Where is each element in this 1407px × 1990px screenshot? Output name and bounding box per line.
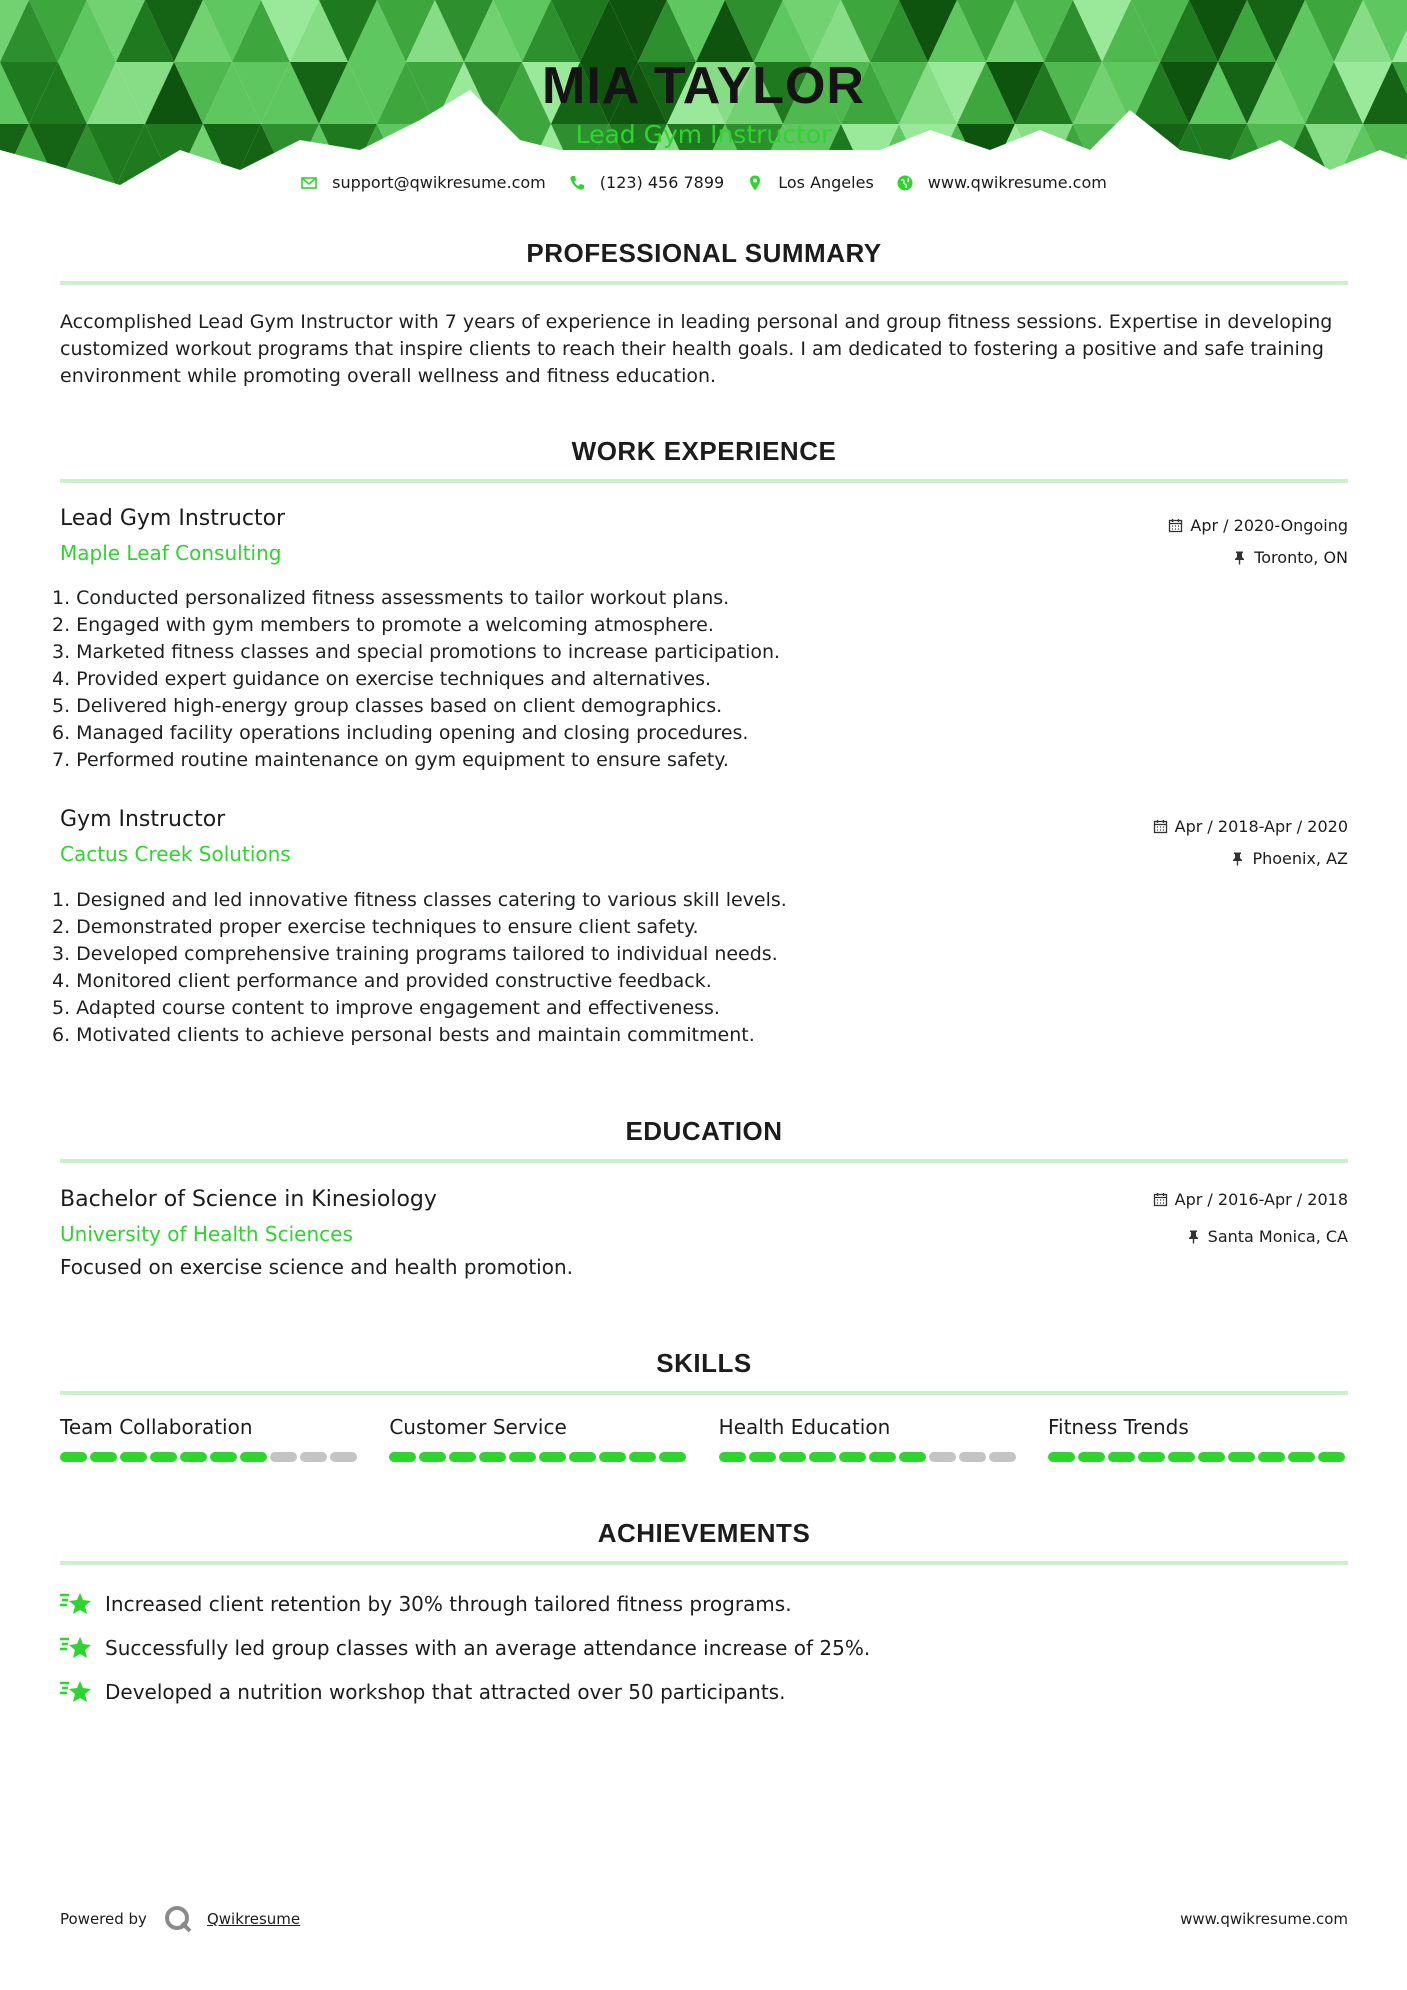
achievements-list [60,1582,1348,1714]
job-title: Gym Instructor [60,807,226,832]
education-dates-text: Apr / 2016-Apr / 2018 [1174,1190,1348,1209]
job-company: Cactus Creek Solutions [60,842,291,866]
skill-level-bar [389,1452,689,1462]
section-divider [60,281,1348,285]
skill-segment [210,1452,237,1462]
education-description: Focused on exercise science and health promotion. [60,1255,574,1279]
achievement-item [60,1670,1348,1714]
candidate-role: Lead Gym Instructor [575,120,832,149]
skill-segment [1288,1452,1315,1462]
job-entry [52,506,1348,771]
skill-segment [659,1452,686,1462]
skill-level-bar [1048,1452,1348,1462]
skill-segment [330,1452,357,1462]
shooting-star-icon [60,1678,92,1706]
skill-segment [1078,1452,1105,1462]
calendar-icon [1153,819,1168,834]
skill-segment [1318,1452,1345,1462]
skill-item [719,1415,1019,1462]
shooting-star-icon [60,1634,92,1662]
contact-location [746,173,874,192]
contact-website[interactable] [896,173,1107,192]
contact-phone-text: (123) 456 7899 [599,173,725,192]
job-location-text: Phoenix, AZ [1252,849,1348,868]
achievements-title: ACHIEVEMENTS [597,1518,811,1548]
achievement-text: Developed a nutrition workshop that attracted over 50 participants. [105,1680,786,1704]
skill-segment [419,1452,446,1462]
skill-segment [539,1452,566,1462]
skill-segment [60,1452,87,1462]
skill-segment [599,1452,626,1462]
skill-segment [150,1452,177,1462]
list-item: 5. Adapted course content to improve engagement and effectiveness. [52,997,720,1019]
section-divider [60,1159,1348,1163]
list-item: 2. Demonstrated proper exercise techniques to ensure client safety. [52,916,699,938]
contact-bar [0,173,1407,192]
skill-segment [1168,1452,1195,1462]
contact-email-text: support@qwikresume.com [332,173,546,192]
degree-title: Bachelor of Science in Kinesiology [60,1187,437,1212]
section-divider [60,1561,1348,1565]
achievement-text: Increased client retention by 30% through tailored fitness programs. [105,1592,792,1616]
job-company: Maple Leaf Consulting [60,541,282,565]
footer [60,1904,1348,1934]
list-item: 7. Performed routine maintenance on gym equipment to ensure safety. [52,749,729,771]
list-item: 1. Designed and led innovative fitness classes catering to various skill levels. [52,889,787,911]
experience-title: WORK EXPERIENCE [571,436,837,466]
skill-segment [180,1452,207,1462]
skill-segment [929,1452,956,1462]
achievements-section [60,1518,1348,1714]
education-section [60,1116,1348,1163]
skill-segment [899,1452,926,1462]
pushpin-icon [1232,550,1247,565]
summary-title: PROFESSIONAL SUMMARY [526,238,882,268]
list-item: 3. Developed comprehensive training programs tailored to individual needs. [52,943,778,965]
skill-segment [629,1452,656,1462]
skills-title: SKILLS [656,1348,752,1378]
education-location-text: Santa Monica, CA [1207,1227,1348,1246]
skill-segment [300,1452,327,1462]
achievement-item [60,1582,1348,1626]
job-location [1230,849,1348,868]
skill-segment [509,1452,536,1462]
qwikresume-link[interactable]: Qwikresume [206,1910,301,1928]
summary-text: Accomplished Lead Gym Instructor with 7 years of experience in leading personal and group fitness sessions. Expertise in developing customized workout programs that inspire clients to reach their health goals. I am dedicated to fostering a positive and safe training environment while promoting overall wellness and fitness education. [60,311,1333,387]
skill-segment [569,1452,596,1462]
list-item: 3. Marketed fitness classes and special promotions to increase participation. [52,641,781,663]
skill-segment [449,1452,476,1462]
job-bullets [52,585,780,774]
skill-item [60,1415,360,1462]
skill-segment [1138,1452,1165,1462]
list-item: 6. Motivated clients to achieve personal bests and maintain commitment. [52,1024,755,1046]
section-divider [60,1391,1348,1395]
skill-item [1048,1415,1348,1462]
skill-segment [719,1452,746,1462]
contact-website-text: www.qwikresume.com [927,173,1107,192]
job-dates [1168,516,1348,535]
skill-segment [270,1452,297,1462]
skill-segment [989,1452,1016,1462]
footer-website: www.qwikresume.com [1180,1910,1348,1928]
list-item: 6. Managed facility operations including opening and closing procedures. [52,722,749,744]
job-dates-text: Apr / 2020-Ongoing [1190,516,1348,535]
experience-section [60,436,1348,483]
skill-segment [240,1452,267,1462]
education-location [1186,1227,1348,1246]
list-item: 5. Delivered high-energy group classes based on client demographics. [52,695,723,717]
skill-item [389,1415,689,1462]
list-item: 4. Provided expert guidance on exercise techniques and alternatives. [52,668,712,690]
education-entry [60,1187,1348,1281]
skill-segment [1048,1452,1075,1462]
skill-segment [1198,1452,1225,1462]
skills-list [60,1415,1348,1462]
skill-segment [1258,1452,1285,1462]
phone-icon [568,174,586,192]
list-item: 2. Engaged with gym members to promote a welcoming atmosphere. [52,614,714,636]
skill-name: Customer Service [389,1415,567,1439]
education-title: EDUCATION [625,1116,783,1146]
skill-segment [1228,1452,1255,1462]
calendar-icon [1153,1192,1168,1207]
summary-section [60,238,1348,390]
skill-name: Fitness Trends [1047,1415,1189,1439]
skill-level-bar [60,1452,360,1462]
candidate-name: MIA TAYLOR [542,57,865,115]
skill-segment [809,1452,836,1462]
pushpin-icon [1186,1229,1201,1244]
skill-segment [1108,1452,1135,1462]
list-item: 1. Conducted personalized fitness assessments to tailor workout plans. [52,587,730,609]
skill-name: Health Education [718,1415,891,1439]
job-location-text: Toronto, ON [1254,548,1348,567]
achievement-text: Successfully led group classes with an average attendance increase of 25%. [105,1636,871,1660]
globe-icon [896,174,914,192]
powered-by-label: Powered by [60,1910,147,1928]
pushpin-icon [1230,851,1245,866]
skill-segment [779,1452,806,1462]
education-dates [1153,1190,1348,1209]
job-title: Lead Gym Instructor [60,506,286,531]
skill-segment [869,1452,896,1462]
skill-segment [479,1452,506,1462]
skill-segment [749,1452,776,1462]
calendar-icon [1168,518,1183,533]
skill-segment [120,1452,147,1462]
achievement-item [60,1626,1348,1670]
map-pin-icon [746,174,764,192]
contact-phone[interactable] [568,173,724,192]
skills-section [60,1348,1348,1462]
job-entry [52,807,1348,1046]
section-divider [60,479,1348,483]
skill-level-bar [719,1452,1019,1462]
skill-segment [389,1452,416,1462]
skill-segment [839,1452,866,1462]
skill-name: Team Collaboration [60,1415,253,1439]
envelope-icon [300,174,318,192]
school-name: University of Health Sciences [60,1222,353,1246]
contact-email[interactable] [300,173,546,192]
shooting-star-icon [60,1590,92,1618]
skill-segment [959,1452,986,1462]
job-dates [1153,817,1348,836]
list-item: 4. Monitored client performance and provided constructive feedback. [52,970,712,992]
job-bullets [52,887,787,1049]
qwikresume-logo-icon [163,1904,193,1934]
skill-segment [90,1452,117,1462]
job-dates-text: Apr / 2018-Apr / 2020 [1174,817,1348,836]
contact-location-text: Los Angeles [778,173,874,192]
job-location [1232,548,1348,567]
